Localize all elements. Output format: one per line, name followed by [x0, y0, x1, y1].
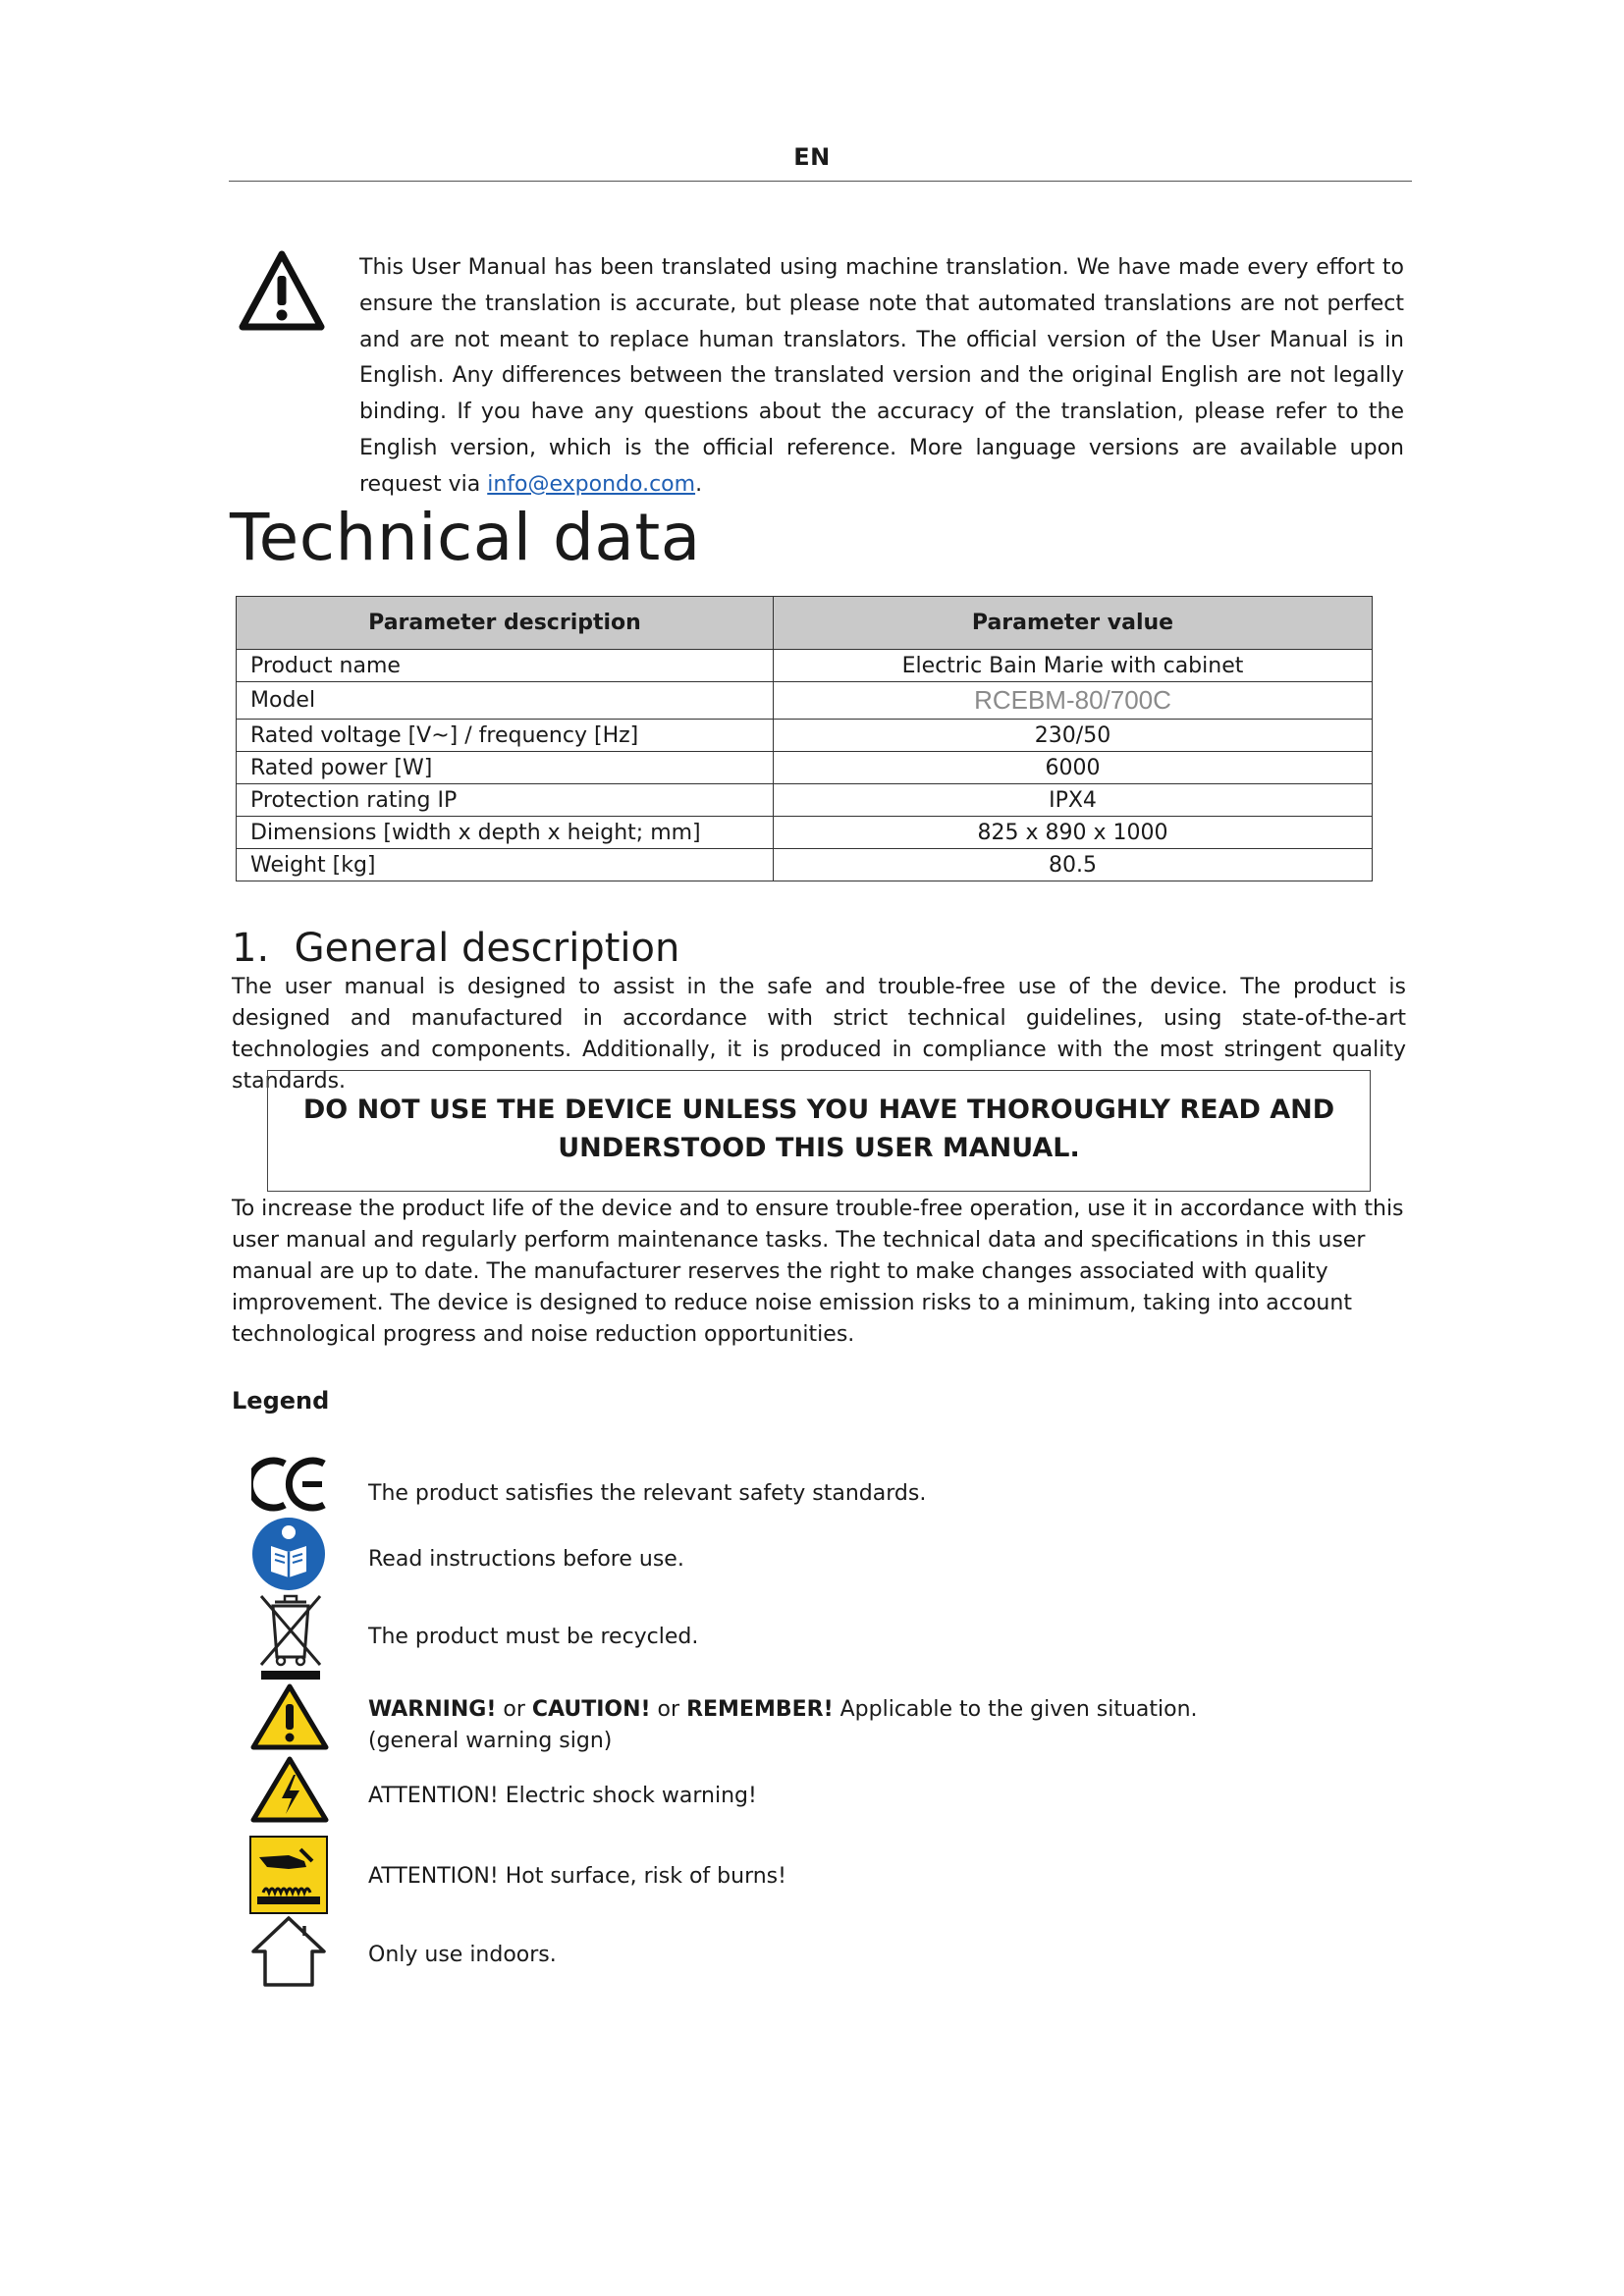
translation-notice — [359, 250, 1404, 504]
electric-shock-icon — [250, 1755, 329, 1824]
table-row — [237, 784, 1373, 817]
value-cell: 6000 — [774, 752, 1373, 784]
header-rule — [229, 181, 1412, 182]
legend-text: ATTENTION! Electric shock warning! — [368, 1784, 757, 1808]
intro-paragraph: The user manual is designed to assist in the safe and trouble-free use of the device. The product is designed and manufactured in accordance with strict technical guidelines, using state-of-the-art technologies and components. Additionally, it is produced in compliance with the most stringent quality standards. — [232, 975, 1406, 1094]
general-warning-icon — [250, 1682, 329, 1751]
legend-title: Legend — [232, 1387, 330, 1415]
connector: or — [496, 1697, 532, 1722]
table-row — [237, 720, 1373, 752]
table-row — [237, 682, 1373, 720]
section-heading: 1. General description — [232, 926, 680, 971]
legend-text-line2: (general warning sign) — [368, 1729, 613, 1753]
table-row — [237, 752, 1373, 784]
param-cell: Protection rating IP — [237, 784, 774, 817]
warning-box-line: UNDERSTOOD THIS USER MANUAL. — [558, 1133, 1080, 1163]
value-cell: 80.5 — [774, 849, 1373, 881]
read-manual-warning-box — [267, 1070, 1371, 1192]
keyword-warning: WARNING! — [368, 1697, 497, 1722]
param-cell: Model — [237, 682, 774, 720]
legend-text: The product must be recycled. — [368, 1625, 699, 1649]
technical-data-table — [236, 596, 1373, 881]
keyword-caution: CAUTION! — [531, 1697, 651, 1722]
table-row — [237, 817, 1373, 849]
read-manual-icon — [251, 1517, 326, 1591]
legend-text — [368, 1694, 1198, 1757]
crossed-bin-icon — [251, 1590, 330, 1681]
table-row — [237, 650, 1373, 682]
value-cell: 825 x 890 x 1000 — [774, 817, 1373, 849]
value-cell: 230/50 — [774, 720, 1373, 752]
warning-box-line: DO NOT USE THE DEVICE UNLESS YOU HAVE THOROUGHLY READ AND — [302, 1095, 1335, 1125]
language-code: EN — [793, 143, 831, 171]
column-header: Parameter value — [774, 597, 1373, 650]
hot-surface-icon — [249, 1836, 328, 1914]
email-link[interactable]: info@expondo.com — [487, 471, 696, 497]
param-cell: Rated power [W] — [237, 752, 774, 784]
param-cell: Product name — [237, 650, 774, 682]
ce-mark-icon — [251, 1456, 330, 1513]
legend-text-rest: Applicable to the given situation. — [833, 1697, 1198, 1722]
notice-end: . — [695, 471, 703, 497]
connector: or — [650, 1697, 687, 1722]
value-cell: RCEBM-80/700C — [774, 682, 1373, 720]
legend-text: Only use indoors. — [368, 1943, 557, 1967]
value-cell: IPX4 — [774, 784, 1373, 817]
param-cell: Dimensions [width x depth x height; mm] — [237, 817, 774, 849]
body-paragraph: To increase the product life of the device and to ensure trouble-free operation, use it in accordance with this user manual and regularly perform maintenance tasks. The technical data and specifications in this user manual are up to date. The manufacturer reserves the right to make changes associated with quality improvement. The device is designed to reduce noise emission risks to a minimum, taking into account technological progress and noise reduction opportunities. — [232, 1197, 1404, 1347]
page-title: Technical data — [230, 500, 701, 575]
table-header-row — [237, 597, 1373, 650]
value-cell: Electric Bain Marie with cabinet — [774, 650, 1373, 682]
legend-text: ATTENTION! Hot surface, risk of burns! — [368, 1864, 786, 1889]
param-cell: Weight [kg] — [237, 849, 774, 881]
table-row — [237, 849, 1373, 881]
notice-text: This User Manual has been translated using machine translation. We have made every effort to ensure the translation is accurate, but please note that automated translations are not perfect and are not meant to replace human translators. The official version of the User Manual is in English. Any differences between the translated version and the original English are not legally binding. If you have any questions about the accuracy of the translation, please refer to the English version, which is the official reference. More language versions are available upon request via — [359, 255, 1404, 497]
warning-triangle-icon — [239, 250, 325, 331]
param-cell: Rated voltage [V~] / frequency [Hz] — [237, 720, 774, 752]
keyword-remember: REMEMBER! — [686, 1697, 834, 1722]
legend-text: Read instructions before use. — [368, 1547, 684, 1572]
column-header: Parameter description — [237, 597, 774, 650]
legend-text: The product satisfies the relevant safety standards. — [368, 1481, 927, 1506]
indoor-use-icon — [247, 1914, 330, 1989]
